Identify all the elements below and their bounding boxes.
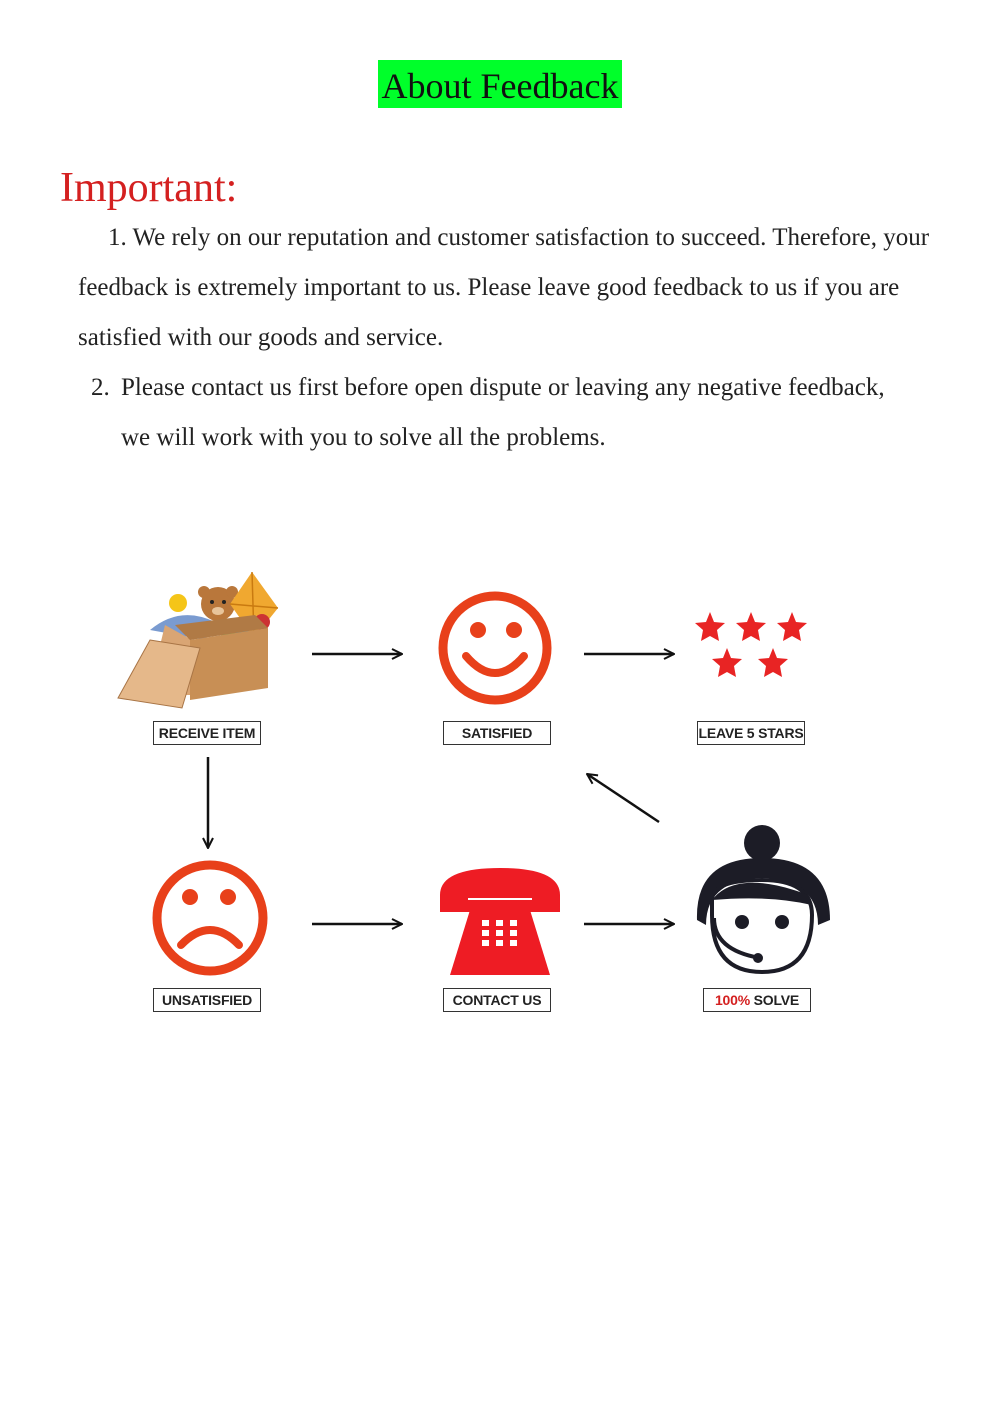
solve-percent: 100%: [714, 992, 750, 1008]
sad-face-icon: [157, 865, 263, 971]
point-2-line-1: Please contact us first before open dispute or leaving any negative feedback,: [121, 374, 885, 401]
point-1-text: 1. We rely on our reputation and customer satisfaction to succeed. Therefore, your feedback is extremely important to us. Please leave good feedback to us if you are satisfied with our goods and service.: [78, 224, 930, 351]
100-percent-solve-label: [703, 988, 811, 1012]
smiley-face-icon: [443, 596, 547, 700]
point-2-number: 2.: [91, 374, 110, 401]
support-agent-icon: [697, 825, 830, 972]
contact-us-label: CONTACT US: [443, 988, 551, 1012]
arrow-solve-to-satisfied: [587, 774, 659, 822]
unsatisfied-label: UNSATISFIED: [153, 988, 261, 1012]
important-heading: Important:: [60, 165, 238, 211]
five-stars-icon: [695, 612, 807, 677]
solve-text: SOLVE: [749, 992, 800, 1008]
page-title: About Feedback: [378, 60, 622, 108]
flow-arrows: [208, 654, 674, 924]
leave-5-stars-label: LEAVE 5 STARS: [697, 721, 805, 745]
receive-item-label: RECEIVE ITEM: [153, 721, 261, 745]
satisfied-label: SATISFIED: [443, 721, 551, 745]
telephone-icon: [440, 868, 560, 975]
toy-box-icon: [118, 572, 278, 708]
point-2-line-2: we will work with you to solve all the problems.: [121, 424, 606, 451]
